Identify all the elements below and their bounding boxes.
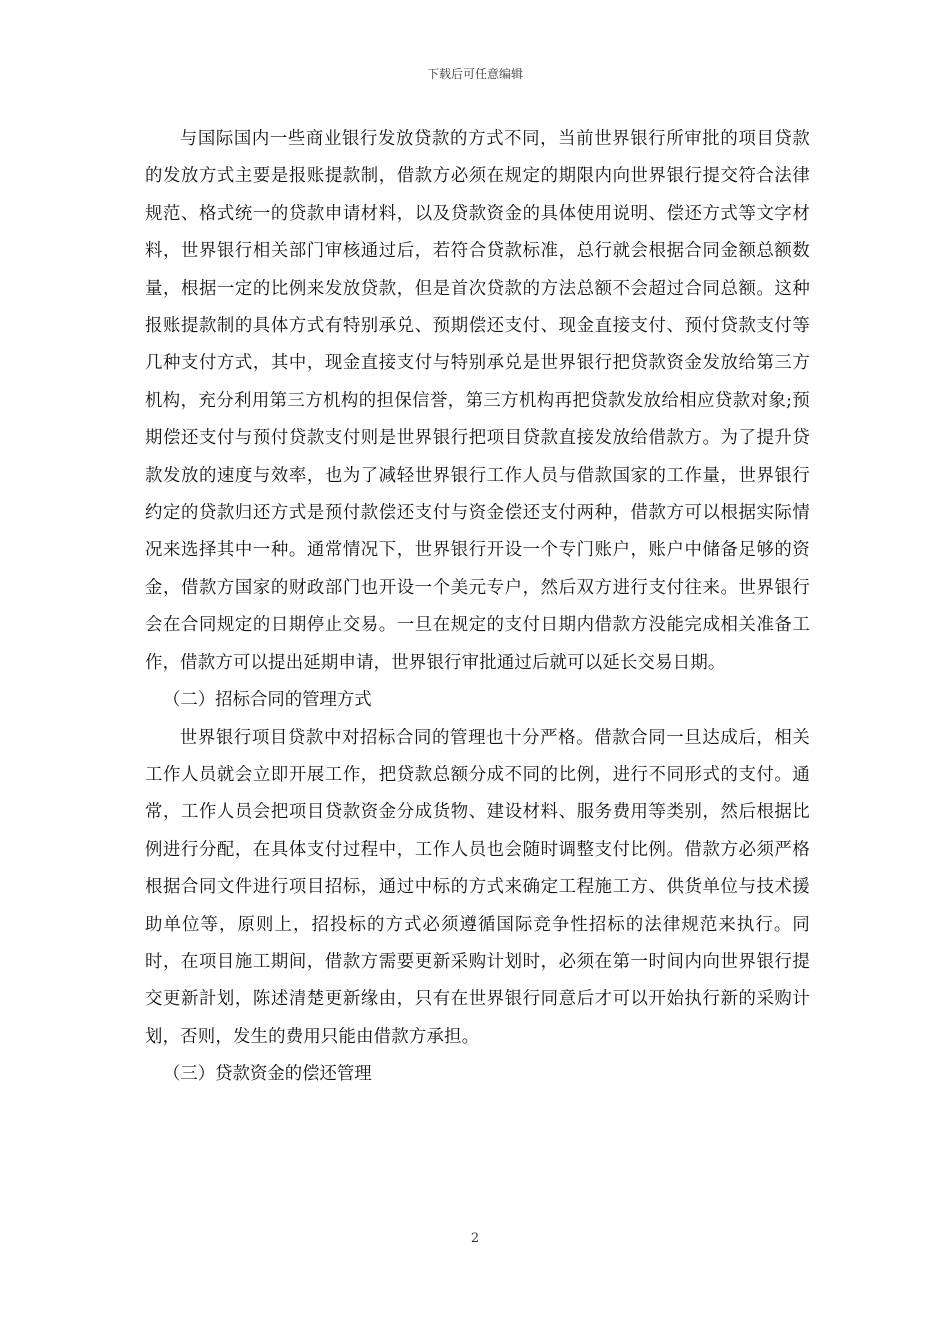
body-paragraph: 与国际国内一些商业银行发放贷款的方式不同，当前世界银行所审批的项目贷款的发放方式主要是报账提款制，借款方必须在规定的期限内向世界银行提交符合法律规范、格式统一的贷款申请材料，以及贷款资金的具体使用说明、偿还方式等文字材料，世界银行相关部门审核通过后，若符合贷款标准，总行就会根据合同金额总额数量，根据一定的比例来发放贷款，但是首次贷款的方法总额不会超过合同总额。这种报账提款制的具体方式有特别承兑、预期偿还支付、现金直接支付、预付贷款支付等几种支付方式，其中，现金直接支付与特别承兑是世界银行把贷款资金发放给第三方机构，充分利用第三方机构的担保信誉，第三方机构再把贷款发放给相应贷款对象;预期偿还支付与预付贷款支付则是世界银行把项目贷款直接发放给借款方。为了提升贷款发放的速度与效率，也为了减轻世界银行工作人员与借款国家的工作量，世界银行约定的贷款归还方式是预付款偿还支付与资金偿还支付两种，借款方可以根据实际情况来选择其中一种。通常情况下，世界银行开设一个专门账户，账户中储备足够的资金，借款方国家的财政部门也开设一个美元专户，然后双方进行支付往来。世界银行会在合同规定的日期停止交易。一旦在规定的支付日期内借款方没能完成相关准备工作，借款方可以提出延期申请，世界银行审批通过后就可以延长交易日期。 (145, 129, 810, 673)
page-number: 2 (470, 1231, 480, 1246)
section-heading: （三）贷款资金的偿还管理 (163, 1064, 372, 1085)
section-heading: （二）招标合同的管理方式 (163, 690, 372, 711)
page-header: 下载后可任意编辑 (426, 67, 523, 81)
document-body (145, 121, 810, 1094)
body-paragraph: 世界银行项目贷款中对招标合同的管理也十分严格。借款合同一旦达成后，相关工作人员就会立即开展工作，把贷款总额分成不同的比例，进行不同形式的支付。通常，工作人员会把项目贷款资金分成货物、建设材料、服务费用等类别，然后根据比例进行分配，在具体支付过程中，工作人员也会随时调整支付比例。借款方必须严格根据合同文件进行项目招标，通过中标的方式来确定工程施工方、供货单位与技术援助单位等，原则上，招投标的方式必须遵循国际竞争性招标的法律规范来执行。同时，在项目施工期间，借款方需要更新采购计划时，必须在第一时间内向世界银行提交更新計划，陈述清楚更新缘由，只有在世界银行同意后才可以开始执行新的采购计划，否则，发生的费用只能由借款方承担。 (145, 727, 810, 1047)
